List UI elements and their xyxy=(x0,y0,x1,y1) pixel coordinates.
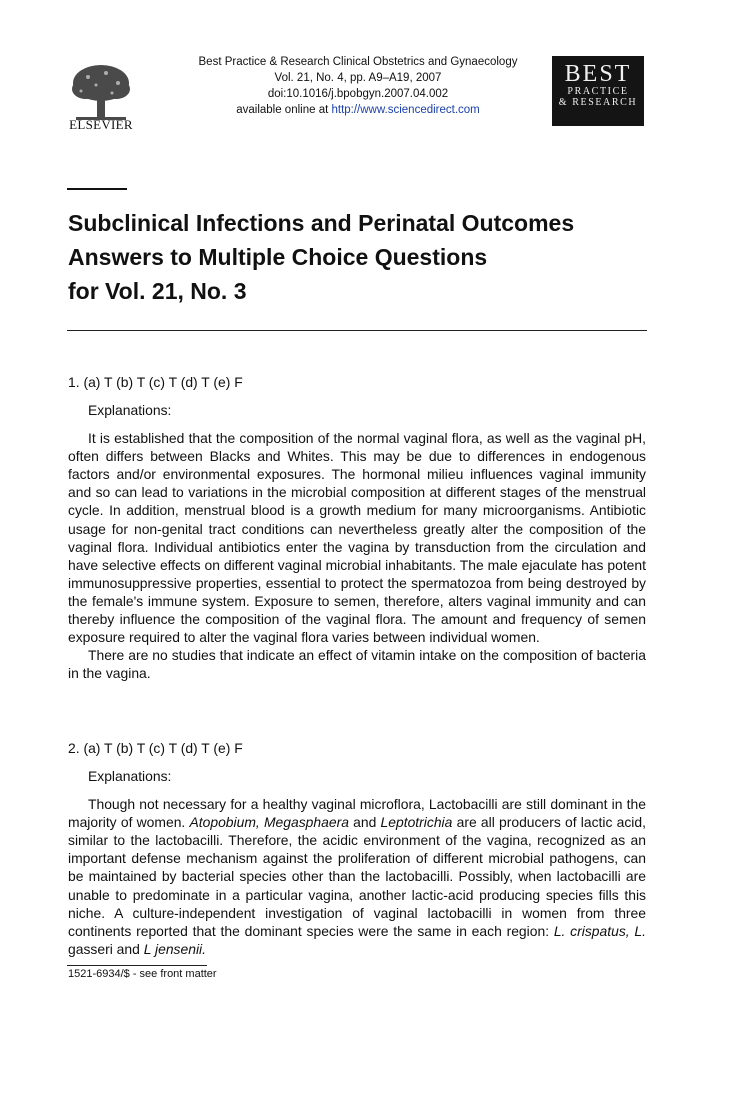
footnote-front-matter: 1521-6934/$ - see front matter xyxy=(68,968,217,980)
best-practice-logo xyxy=(552,56,644,126)
answer-2-italic-crispatus: L. crispatus, L. xyxy=(553,922,646,939)
logo-line-research: & RESEARCH xyxy=(558,97,638,108)
title-line-2: Answers to Multiple Choice Questions xyxy=(68,244,488,270)
answer-2-text-a: Though not necessary for a healthy vaginal microflora, Lactobacilli are still dominant in the majority of women. xyxy=(68,796,646,831)
footnote-rule xyxy=(67,965,207,966)
answer-2-italic-jensenii: L jensenii. xyxy=(143,940,206,957)
answer-2-text-g: gasseri and xyxy=(68,940,144,957)
answer-2-explanations-label: Explanations: xyxy=(88,768,172,784)
title-line-3: for Vol. 21, No. 3 xyxy=(68,278,247,304)
journal-name: Best Practice & Research Clinical Obstetrics and Gynaecology xyxy=(198,56,518,68)
availability xyxy=(150,102,566,118)
answer-2-paragraph-1 xyxy=(68,795,646,958)
answer-2-text-e: are all producers of lactic acid, similar to the lactobacilli. Therefore, the acidic environment of the vagina, recognized as an important defense mechanism against the proliferation of different microbial pathogens, can be maintained by bacterial species other than the lactobacilli. Possibly, when lactobacilli are unable to predominate in a particular vagina, another lactic-acid producing species fills this niche. A culture-independent investigation of vaginal lactobacilli in women from three continents reported that the dominant species were the same in each region: xyxy=(68,814,646,939)
sciencedirect-link[interactable]: http://www.sciencedirect.com xyxy=(331,104,480,116)
answer-2-section xyxy=(68,739,646,958)
doi: doi:10.1016/j.bpobgyn.2007.04.002 xyxy=(267,88,449,100)
title-bottom-rule xyxy=(67,330,647,331)
volume-pages: Vol. 21, No. 4, pp. A9–A19, 2007 xyxy=(274,72,442,84)
answer-2-text-c: and xyxy=(348,814,381,831)
answer-2-line: 2. (a) T (b) T (c) T (d) T (e) F xyxy=(68,740,243,756)
answer-1-paragraph-2: There are no studies that indicate an effect of vitamin intake on the composition of bacteria in the vagina. xyxy=(68,647,646,682)
publisher-name: ELSEVIER xyxy=(69,117,133,132)
answer-2-italic-leptotrichia: Leptotrichia xyxy=(380,814,453,831)
availability-prefix: available online at xyxy=(236,104,332,116)
logo-line-practice: PRACTICE xyxy=(567,86,629,97)
answer-2-italic-atopobium: Atopobium, Megasphaera xyxy=(189,814,349,831)
answer-1-line: 1. (a) T (b) T (c) T (d) T (e) F xyxy=(68,374,243,390)
journal-info xyxy=(150,54,566,118)
answer-1-explanations-label: Explanations: xyxy=(88,402,172,418)
answer-1-section xyxy=(68,373,646,682)
answer-1-paragraph-1: It is established that the composition of the normal vaginal flora, as well as the vaginal pH, often differs between Blacks and Whites. This may be due to differences in endogenous factors and/or environmental exposures. The hormonal milieu influences vaginal immunity and so can lead to variations in the microbial composition at different stages of the menstrual cycle. In addition, menstrual blood is a growth medium for many microorganisms. Antibiotic usage for non-genital tract conditions can nevertheless greatly alter the composition of the vaginal flora. Individual antibiotics enter the vagina by transduction from the circulation and have selective effects on different vaginal microbial inhabitants. The male ejaculate has potent immunosuppressive properties, essential to protect the spermatozoa from being destroyed by the female's immune system. Exposure to semen, therefore, alters vaginal immunity and can thereby influence the composition of the vaginal flora. The amount and frequency of semen exposure required to alter the vaginal flora varies between individual women. xyxy=(68,430,646,646)
title-top-rule xyxy=(67,188,127,190)
article-title xyxy=(68,206,668,308)
logo-line-best: BEST xyxy=(564,61,632,87)
title-line-1: Subclinical Infections and Perinatal Outcomes xyxy=(68,210,575,236)
